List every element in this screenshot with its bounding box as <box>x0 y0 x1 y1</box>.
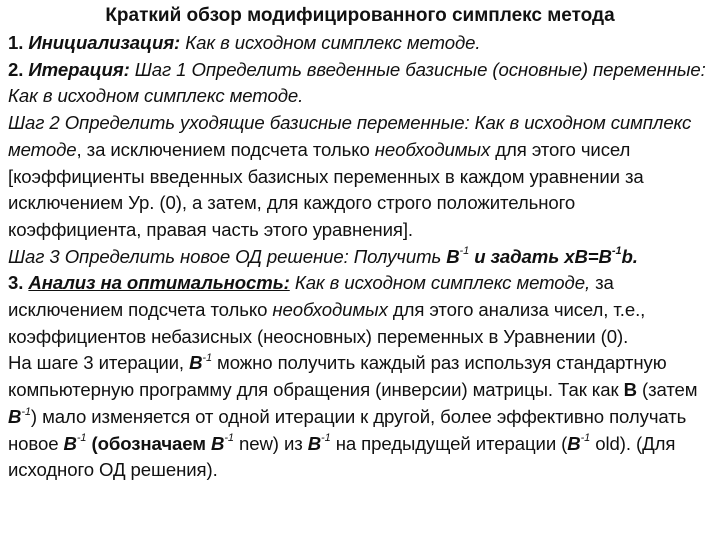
substep-3-xB: xB=B <box>564 245 612 267</box>
step-2-substep-1: Шаг 1 Определить введенные базисные (основные) переменные: Как в исходном симплекс методе. <box>8 58 706 107</box>
note-sup-7: -1 <box>580 432 591 445</box>
note-text-6: new) из <box>233 432 308 454</box>
step-2-number: 2. <box>8 58 24 80</box>
note-text-3: (затем <box>636 379 698 401</box>
note-text-7: на предыдущей итерации ( <box>330 432 568 454</box>
step-3-emphasis: необходимых <box>272 299 388 321</box>
substep-2-heading: Шаг 2 Определить уходящие базисные переменные: Как в исходном симплекс методе <box>8 112 692 160</box>
note-text-5: (обозначаем <box>86 432 211 454</box>
substep-3-mid: и задать <box>469 245 565 267</box>
substep-3-heading: Шаг 3 Определить новое ОД решение: Получить <box>8 245 447 267</box>
step-3 <box>8 270 712 350</box>
step-2 <box>8 57 712 110</box>
substep-2-text-b: для этого чисел [коэффициенты введенных базисных переменных в каждом уравнении за исключением Ур. (0), а затем, для каждого строго положительного коэффициента, правая часть этого уравнения]. <box>8 138 644 240</box>
note-text-2: можно получить каждый раз используя стандартную компьютерную программу для обращения (инверсии) матрицы. Так как <box>8 352 667 401</box>
note-B-6: B <box>307 432 322 454</box>
substep-2-emphasis: необходимых <box>374 138 491 160</box>
note-sup-5: -1 <box>224 432 234 445</box>
substep-2-text-a: , за исключением подсчета только <box>76 138 375 160</box>
note-sup-6: -1 <box>321 432 331 445</box>
step-1-label: Инициализация: <box>28 32 181 53</box>
step-2-substep-3 <box>8 244 712 271</box>
substep-3-b: b. <box>621 245 638 267</box>
note-paragraph <box>8 350 712 484</box>
step-1-text: Как в исходном симплекс методе. <box>185 32 481 53</box>
note-B-5: B <box>210 432 225 454</box>
step-2-label: Итерация: <box>28 58 130 80</box>
note-text-1: На шаге 3 итерации, <box>8 352 190 374</box>
step-3-number: 3. <box>8 272 24 294</box>
substep-3-sup2: -1 <box>611 245 622 258</box>
note-B-4: B <box>63 432 77 454</box>
step-3-text-b: для этого анализа чисел, т.е., коэффициентов небазисных (неосновных) переменных в Уравнении (0). <box>8 299 646 347</box>
step-1 <box>8 30 712 57</box>
step-3-text-a: за исключением подсчета только <box>8 272 614 321</box>
note-text-8: old). (Для исходного ОД решения). <box>8 432 676 481</box>
note-B-2: B <box>623 379 637 401</box>
note-B-3: B <box>8 405 22 427</box>
step-3-italic: Как в исходном симплекс методе, <box>289 272 591 294</box>
substep-3-B: B <box>446 245 460 267</box>
note-sup-4: -1 <box>76 432 87 445</box>
note-sup-1: -1 <box>202 352 212 365</box>
step-2-substep-2 <box>8 110 712 244</box>
step-1-number: 1. <box>8 32 24 53</box>
slide-title: Краткий обзор модифицированного симплекс метода <box>105 5 615 26</box>
note-B-7: B <box>567 432 581 454</box>
note-text-4: ) мало изменяется от одной итерации к другой, более эффективно получать новое <box>8 405 687 454</box>
slide-body <box>8 30 712 484</box>
step-3-label: Анализ на оптимальность: <box>28 272 290 294</box>
substep-3-sup: -1 <box>459 245 470 258</box>
note-B-1: B <box>189 352 203 374</box>
note-sup-3: -1 <box>21 405 31 418</box>
